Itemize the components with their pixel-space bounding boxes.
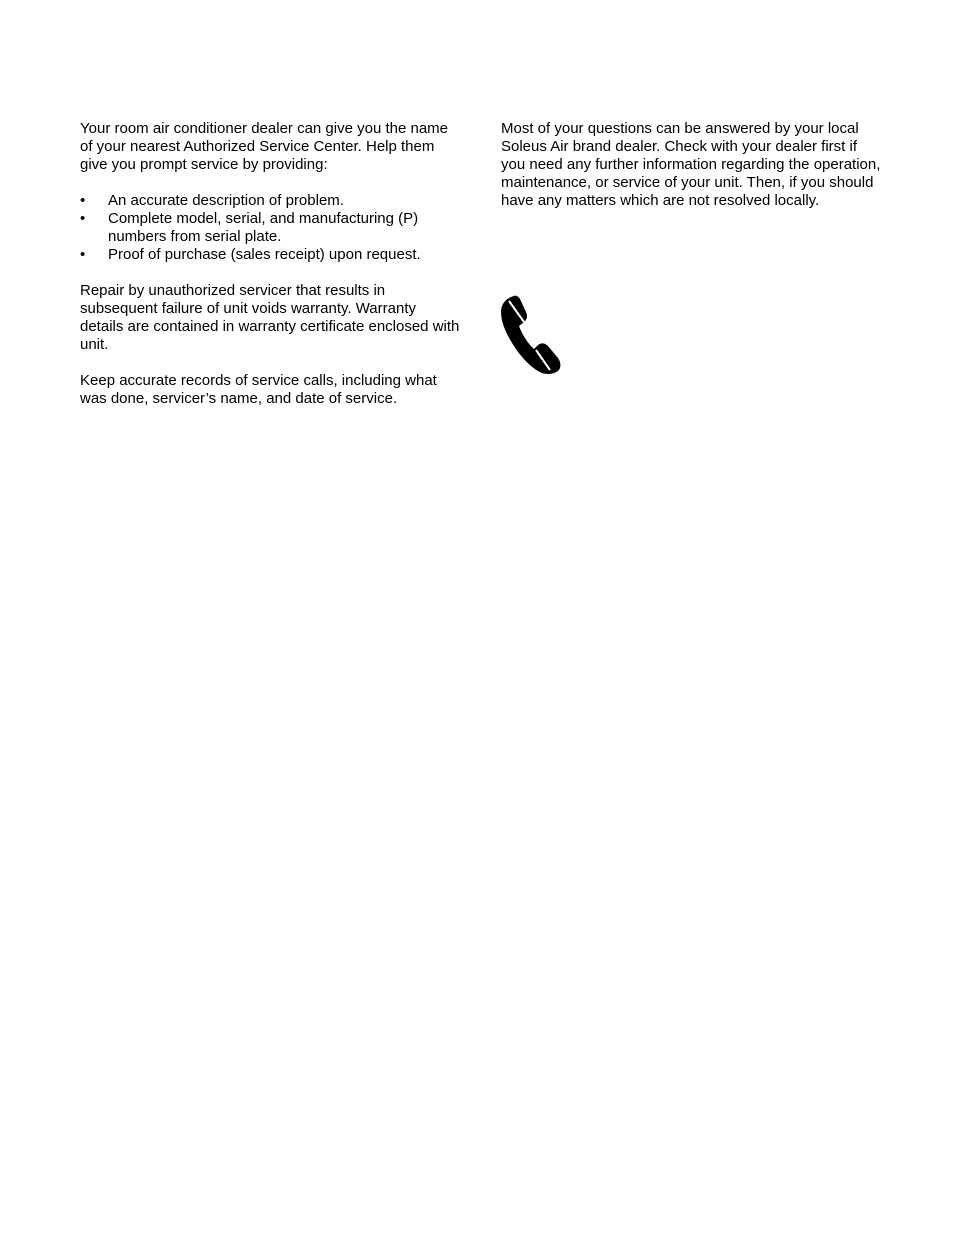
telephone-handset-icon — [500, 294, 562, 376]
bullet-icon: • — [80, 246, 86, 263]
dealer-questions-paragraph: Most of your questions can be answered by your local Soleus Air brand dealer. Check with your dealer first if you need any further information regarding the operation, maintenance, or service of your unit. Then, if you should have any matters which are not resolved locally. — [501, 120, 881, 209]
list-item — [80, 246, 460, 264]
warranty-note-paragraph: Repair by unauthorized servicer that results in subsequent failure of unit voids warranty. Warranty details are contained in warranty certificate enclosed with unit. — [80, 282, 460, 353]
right-column — [501, 120, 881, 210]
bullet-icon: • — [80, 192, 86, 209]
records-note-paragraph: Keep accurate records of service calls, including what was done, servicer’s name, and date of service. — [80, 372, 437, 407]
service-intro-paragraph: Your room air conditioner dealer can give you the name of your nearest Authorized Service Center. Help them give you prompt service by providing: — [80, 120, 448, 173]
list-item — [80, 192, 460, 210]
left-column — [80, 120, 460, 408]
list-item-text: Complete model, serial, and manufacturing (P) numbers from serial plate. — [108, 210, 419, 245]
bullet-icon: • — [80, 210, 86, 227]
list-item-text: Proof of purchase (sales receipt) upon request. — [108, 246, 421, 263]
list-item — [80, 210, 460, 246]
list-item-text: An accurate description of problem. — [108, 192, 344, 209]
service-info-list — [80, 192, 460, 264]
